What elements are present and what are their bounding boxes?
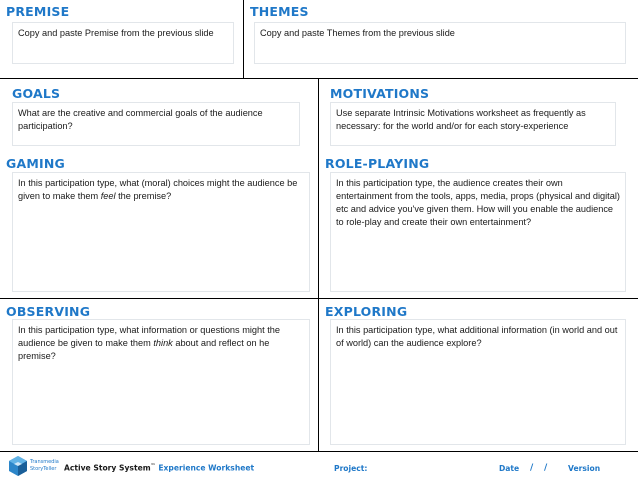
goals-text: What are the creative and commercial goals of the audience participation?	[18, 108, 263, 131]
exploring-title: EXPLORING	[325, 304, 408, 319]
date-separator-2: /	[544, 463, 548, 473]
cube-logo-icon	[8, 455, 28, 477]
logo-text-line2: StoryTeller	[30, 466, 57, 472]
divider-premise-themes	[243, 0, 244, 78]
observing-input[interactable]	[12, 319, 310, 445]
motivations-text: Use separate Intrinsic Motivations worksheet as frequently as necessary: for the world and/or for each story-experience	[336, 108, 586, 131]
divider-center	[318, 78, 319, 451]
premise-title: PREMISE	[6, 4, 70, 19]
gaming-input[interactable]	[12, 172, 310, 292]
roleplaying-text: In this participation type, the audience creates their own entertainment from the tools, apps, media, props (physical and digital) etc and advice you've given them. How will you enable the audience to role-play and create their own entertainment?	[336, 178, 620, 227]
project-label: Project:	[334, 464, 368, 473]
divider-row1	[0, 78, 638, 79]
themes-title: THEMES	[250, 4, 309, 19]
exploring-text: In this participation type, what additional information (in world and out of world) can the audience explore?	[336, 325, 618, 348]
goals-input[interactable]	[12, 102, 300, 146]
exploring-input[interactable]	[330, 319, 626, 445]
observing-text: In this participation type, what information or questions might the audience be given to make them think about and reflect on he premise?	[18, 325, 280, 361]
themes-text: Copy and paste Themes from the previous slide	[260, 28, 455, 38]
observing-title: OBSERVING	[6, 304, 91, 319]
motivations-input[interactable]	[330, 102, 616, 146]
roleplaying-title: ROLE-PLAYING	[325, 156, 430, 171]
gaming-text: In this participation type, what (moral) choices might the audience be given to make them feel the premise?	[18, 178, 298, 201]
logo-text-line1: Transmedia	[30, 459, 59, 465]
date-label: Date	[499, 464, 520, 473]
footer	[0, 452, 638, 478]
roleplaying-input[interactable]	[330, 172, 626, 292]
date-separator-1: /	[530, 463, 534, 473]
divider-row3	[0, 298, 638, 299]
themes-input[interactable]	[254, 22, 626, 64]
version-label: Version	[568, 464, 601, 473]
premise-text: Copy and paste Premise from the previous slide	[18, 28, 214, 38]
motivations-title: MOTIVATIONS	[330, 86, 430, 101]
transmedia-storyteller-logo	[8, 455, 62, 477]
premise-input[interactable]	[12, 22, 234, 64]
worksheet-title: Active Story System™ Experience Worksheet	[64, 463, 255, 473]
gaming-title: GAMING	[6, 156, 65, 171]
goals-title: GOALS	[12, 86, 61, 101]
